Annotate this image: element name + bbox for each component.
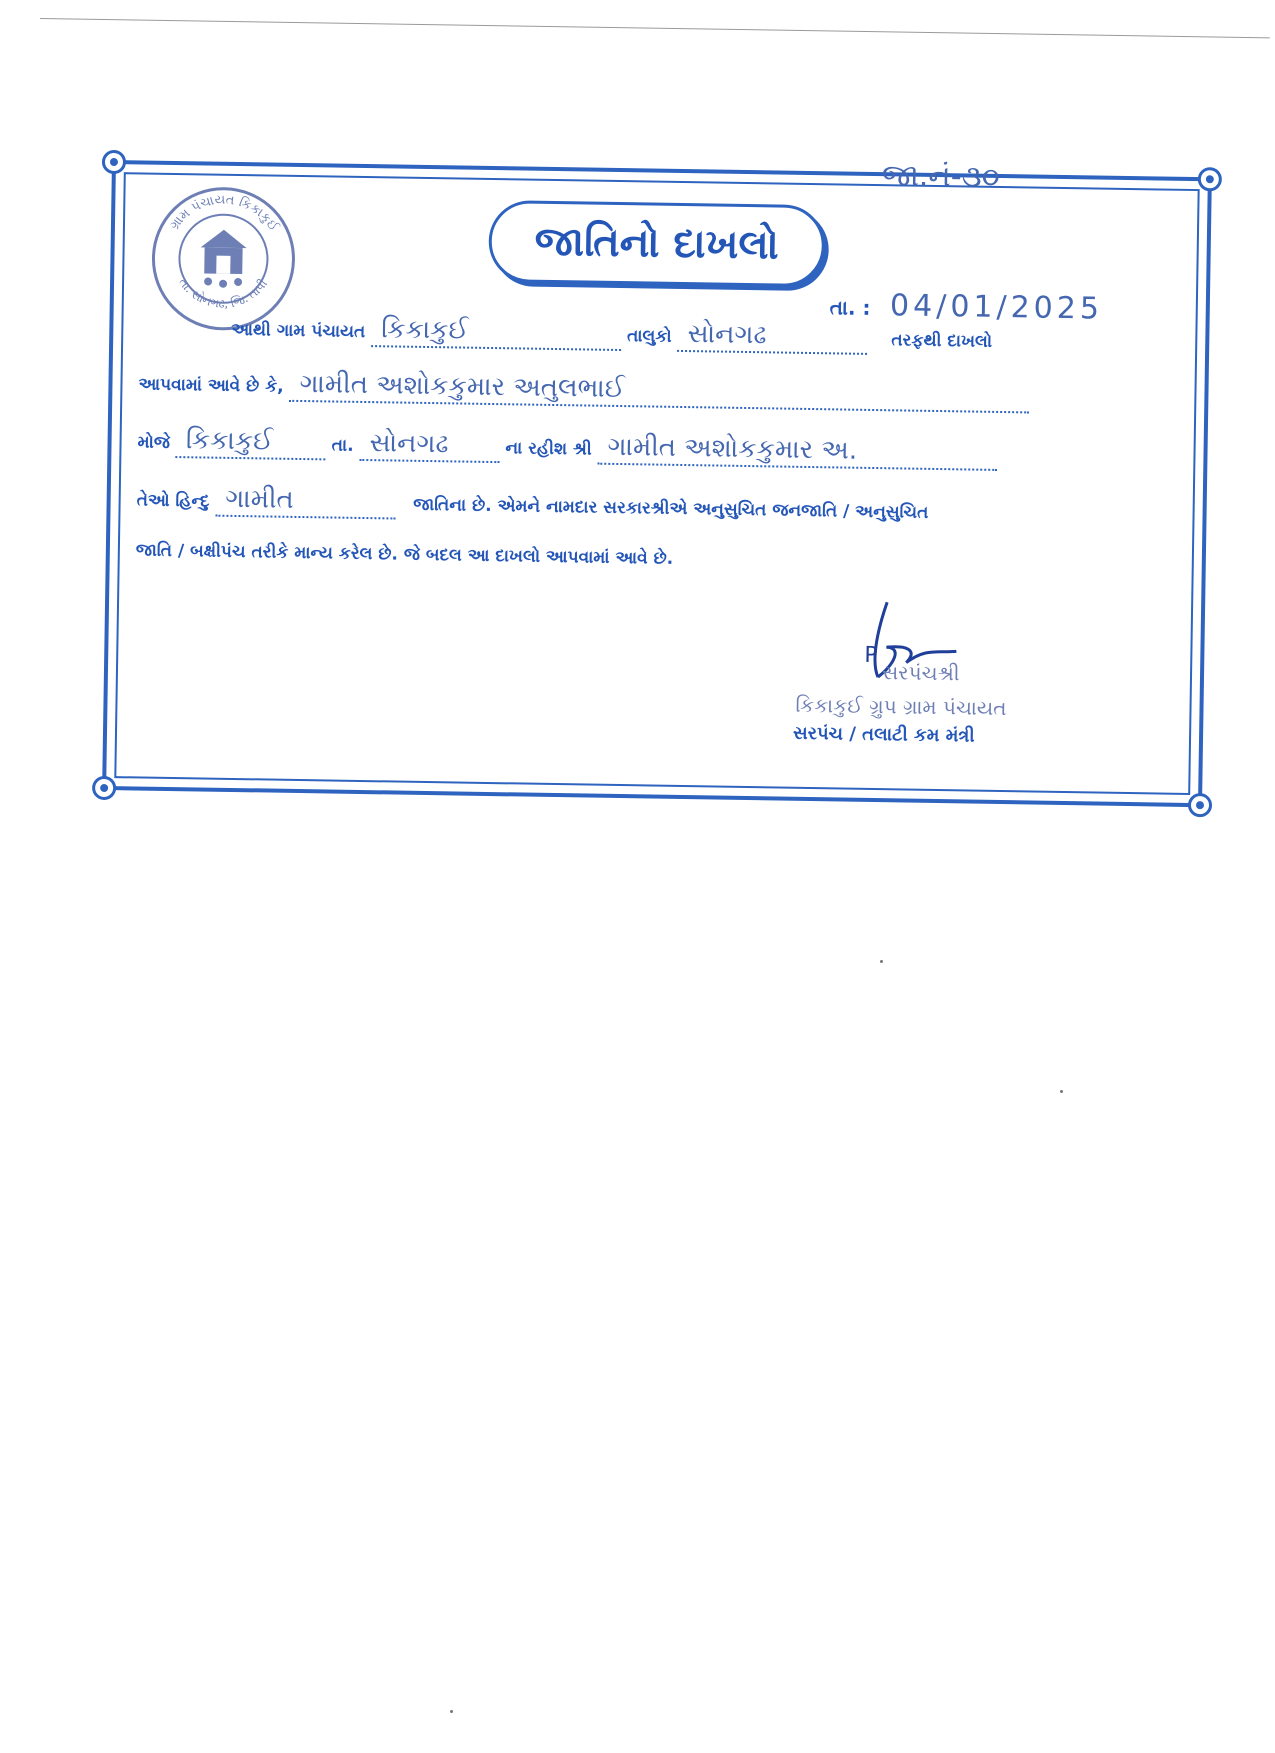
- line5-text: જાતિ / બક્ષીપંચ તરીકે માન્ય કરેલ છે. જે બદલ આ દાખલો આપવામાં આવે છે.: [135, 540, 674, 569]
- seal-text-bottom: તા. સોનગઢ, જિ. તાપી: [175, 275, 271, 311]
- seal-text-top: ગ્રામ પંચાયત કિકાકુઈ: [167, 192, 281, 235]
- line4-prefix: તેઓ હિન્દુ: [136, 490, 210, 512]
- caste-field: ગામીત: [215, 484, 395, 520]
- line3-prefix: મોજે: [137, 432, 171, 453]
- signature-block: [772, 610, 1074, 775]
- resident-label: ના રહીશ શ્રી: [505, 438, 592, 460]
- certificate-title: જાતિનો દાખલો: [534, 218, 780, 269]
- top-scan-line: [40, 18, 1270, 38]
- date-label: તા. :: [829, 295, 871, 320]
- certificate-title-box: [488, 200, 825, 287]
- ta-label: તા.: [331, 435, 354, 456]
- village-field: કિકાકુઈ: [176, 425, 326, 460]
- stamp-line: કિકાકુઈ ગ્રુપ ગ્રામ પંચાયત: [795, 692, 1007, 721]
- line1-suffix: તરફથી દાખલો: [891, 330, 993, 352]
- applicant-name-field: ગામીત અશોકકુમાર અતુલભાઈ: [289, 369, 1029, 414]
- scan-speck: [880, 960, 883, 963]
- svg-text:ગ્રામ પંચાયત કિકાકુઈ: [167, 192, 283, 236]
- scan-speck: [1060, 1090, 1063, 1093]
- taluka-field-2: સોનગઢ: [359, 428, 500, 463]
- date-value: 04/01/2025: [889, 288, 1104, 327]
- line4-text: જાતિના છે. એમને નામદાર સરકારશ્રીએ અનુસુચિત જનજાતિ / અનુસુચિત: [412, 494, 929, 523]
- taluka-label: તાલુકો: [626, 326, 672, 347]
- serial-number: જા.નં-૩૦: [881, 158, 1000, 195]
- panchayat-field: કિકાકુઈ: [371, 314, 621, 351]
- corner-ornament-icon: [1198, 167, 1222, 191]
- date-row: [830, 287, 1104, 326]
- signature-initial: P: [864, 642, 878, 669]
- certificate: [102, 160, 1212, 807]
- seal-emblem-icon: [200, 229, 247, 288]
- scan-speck: [450, 1710, 453, 1713]
- resident-name-field: ગામીત અશોકકુમાર અ.: [597, 432, 997, 471]
- stamp-title: સરપંચશ્રી: [881, 660, 960, 686]
- line1-prefix: આથી ગામ પંચાયત: [231, 319, 366, 342]
- signatory-designation: સરપંચ / તલાટી કમ મંત્રી: [792, 722, 975, 747]
- taluka-field: સોનગઢ: [677, 319, 867, 355]
- line2-prefix: આપવામાં આવે છે કે,: [138, 374, 284, 397]
- corner-ornament-icon: [92, 776, 116, 800]
- panchayat-seal: [149, 185, 297, 333]
- corner-ornament-icon: [1188, 793, 1212, 817]
